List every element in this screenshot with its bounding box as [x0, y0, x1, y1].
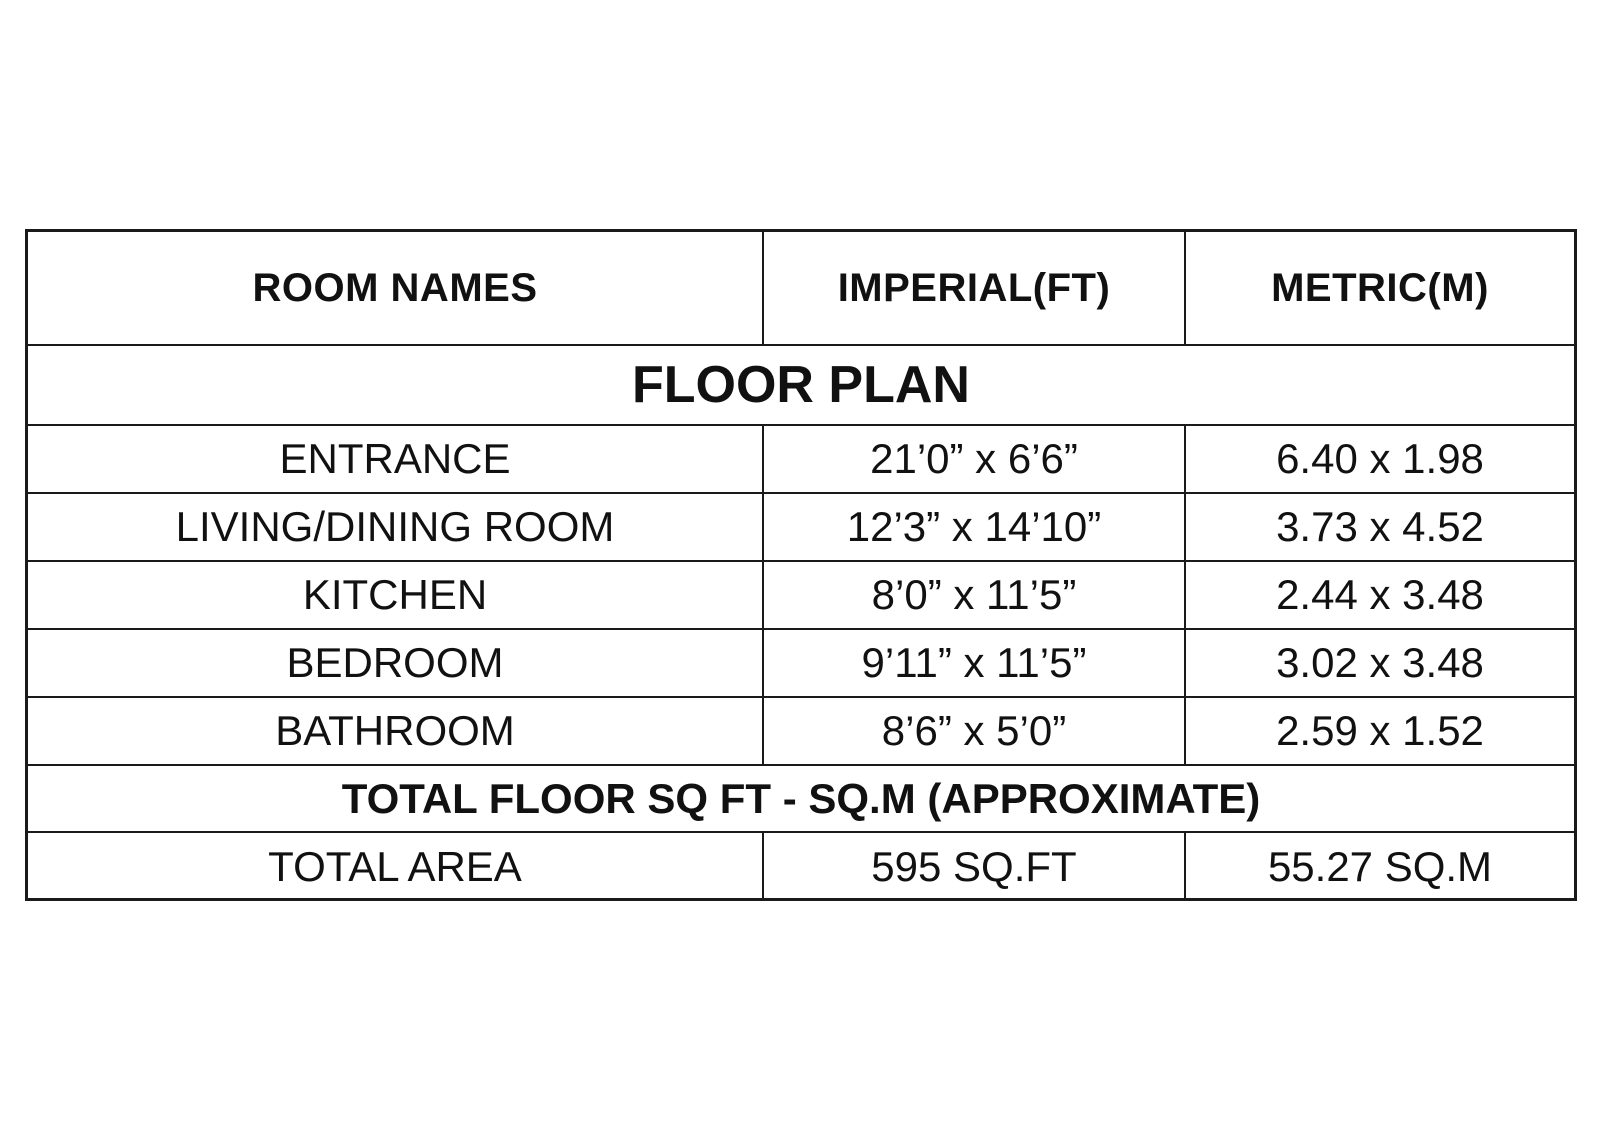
- room-metric: 2.44 x 3.48: [1185, 561, 1574, 629]
- total-heading: TOTAL FLOOR SQ FT - SQ.M (APPROXIMATE): [28, 765, 1574, 832]
- room-metric: 2.59 x 1.52: [1185, 697, 1574, 765]
- table-row: [28, 697, 1574, 765]
- total-imperial: 595 SQ.FT: [763, 832, 1185, 900]
- total-label: TOTAL AREA: [28, 832, 763, 900]
- header-room-names: ROOM NAMES: [28, 232, 763, 345]
- room-name: LIVING/DINING ROOM: [28, 493, 763, 561]
- room-name: KITCHEN: [28, 561, 763, 629]
- room-imperial: 12’3” x 14’10”: [763, 493, 1185, 561]
- table-row: [28, 629, 1574, 697]
- total-metric: 55.27 SQ.M: [1185, 832, 1574, 900]
- room-metric: 6.40 x 1.98: [1185, 425, 1574, 493]
- room-imperial: 21’0” x 6’6”: [763, 425, 1185, 493]
- room-imperial: 9’11” x 11’5”: [763, 629, 1185, 697]
- room-imperial: 8’6” x 5’0”: [763, 697, 1185, 765]
- header-metric: METRIC(M): [1185, 232, 1574, 345]
- room-name: ENTRANCE: [28, 425, 763, 493]
- table-row: [28, 561, 1574, 629]
- total-heading-row: [28, 765, 1574, 832]
- header-row: [28, 232, 1574, 345]
- room-metric: 3.02 x 3.48: [1185, 629, 1574, 697]
- section-row: [28, 345, 1574, 425]
- room-dimensions-table: [25, 229, 1577, 901]
- table-row: [28, 425, 1574, 493]
- room-metric: 3.73 x 4.52: [1185, 493, 1574, 561]
- header-imperial: IMPERIAL(FT): [763, 232, 1185, 345]
- table-row: [28, 493, 1574, 561]
- floor-plan-table: [28, 232, 1574, 900]
- room-name: BATHROOM: [28, 697, 763, 765]
- room-name: BEDROOM: [28, 629, 763, 697]
- total-row: [28, 832, 1574, 900]
- room-imperial: 8’0” x 11’5”: [763, 561, 1185, 629]
- section-title: FLOOR PLAN: [28, 345, 1574, 425]
